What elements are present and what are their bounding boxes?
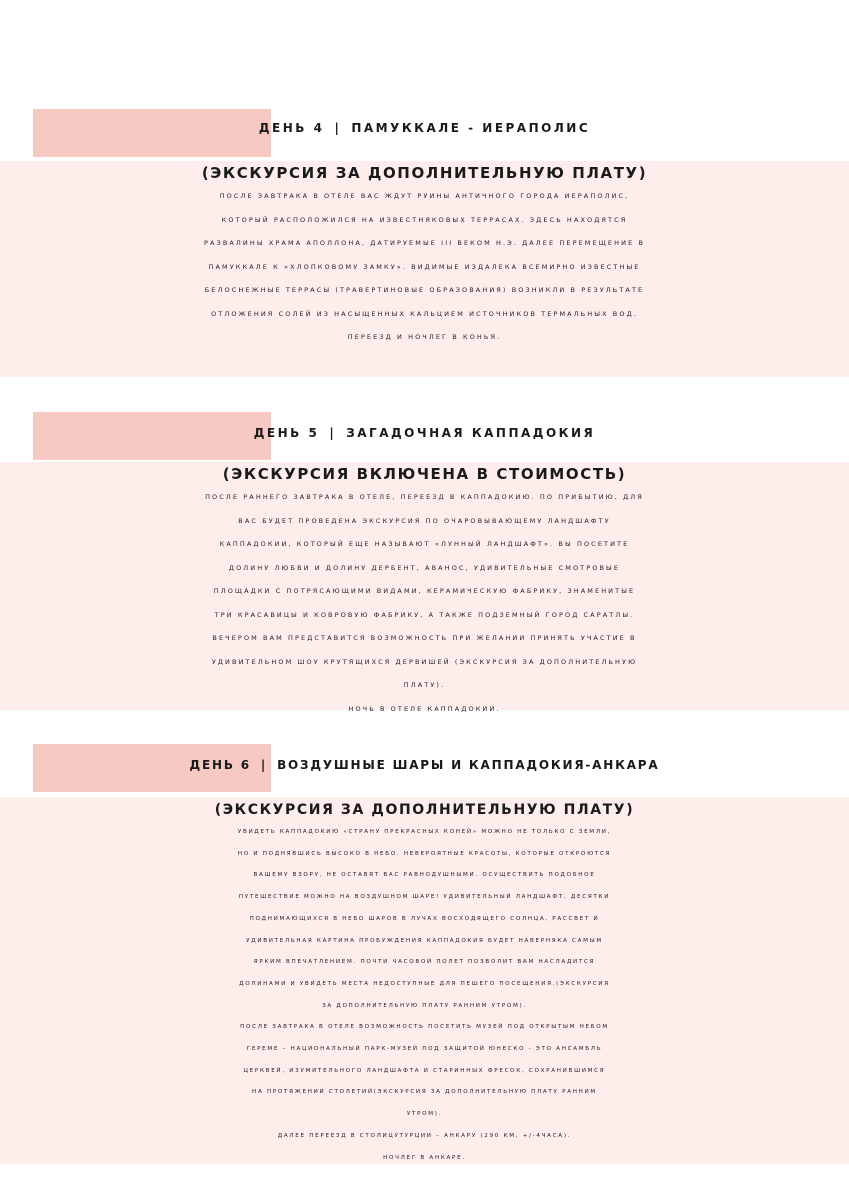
description-line: НОЧЬ В ОТЕЛЕ КАППАДОКИИ. xyxy=(348,704,501,713)
title-separator: | xyxy=(334,121,342,135)
description-line: ПОСЛЕ РАННЕГО ЗАВТРАКА В ОТЕЛЕ, ПЕРЕЕЗД В КАППАДОКИЮ. ПО ПРИБЫТИЮ, ДЛЯ xyxy=(205,493,644,501)
day-title xyxy=(0,121,849,135)
day-title xyxy=(0,758,849,772)
description-line: ТРИ КРАСАВИЦЫ И КОВРОВУЮ ФАБРИКУ, А ТАКЖЕ ПОДЗЕМНЫЙ ГОРОД САРАТЛЫ. xyxy=(214,610,635,619)
description-line: ПЛАТУ). xyxy=(403,681,446,689)
description-line: ДОЛИНУ ЛЮБВИ И ДОЛИНУ ДЕРБЕНТ, АВАНОС, УДИВИТЕЛЬНЫЕ СМОТРОВЫЕ xyxy=(228,563,621,572)
description-line: ЯРКИМ ВПЕЧАТЛЕНИЕМ. ПОЧТИ ЧАСОВОЙ ПОЛЕТ ПОЗВОЛИТ ВАМ НАСЛАДИТСЯ xyxy=(253,959,596,966)
description-line: ПЕРЕЕЗД И НОЧЛЕГ В КОНЬЯ. xyxy=(347,333,502,341)
description-line: ДОЛИНАМИ И УВИДЕТЬ МЕСТА НЕДОСТУПНЫЕ ДЛЯ ПЕШЕГО ПОСЕЩЕНИЯ.(ЭКСКУРСИЯ xyxy=(239,980,610,987)
description-line: НО И ПОДНЯВШИСЬ ВЫСОКО В НЕБО. НЕВЕРОЯТНЫЕ КРАСОТЫ, КОТОРЫЕ ОТКРОЮТСЯ xyxy=(237,850,612,857)
day-label: ДЕНЬ 4 xyxy=(258,121,325,135)
description-line: УТРОМ). xyxy=(406,1111,443,1118)
description-line: УДИВИТЕЛЬНАЯ КАРТИНА ПРОБУЖДЕНИЯ КАППАДОКИЯ БУДЕТ НАВЕРНЯКА САМЫМ xyxy=(246,937,603,944)
excursion-note: (ЭКСКУРСИЯ ЗА ДОПОЛНИТЕЛЬНУЮ ПЛАТУ) xyxy=(214,802,635,818)
title-separator: | xyxy=(329,426,337,440)
description-line: ЦЕРКВЕЙ, ИЗУМИТЕЛЬНОГО ЛАНДШАФТА И СТАРИННЫХ ФРЕСОК, СОХРАНИВШИМСЯ xyxy=(243,1067,606,1074)
day-label: ДЕНЬ 5 xyxy=(253,426,320,440)
description-line: НА ПРОТЯЖЕНИИ СТОЛЕТИЙ(ЭКСКУРСИЯ ЗА ДОПОЛНИТЕЛЬНУЮ ПЛАТУ РАННИМ xyxy=(252,1089,597,1096)
description-line: РАЗВАЛИНЫ ХРАМА АПОЛЛОНА, ДАТИРУЕМЫЕ III ВЕКОМ Н.Э. ДАЛЕЕ ПЕРЕМЕЩЕНИЕ В xyxy=(203,239,646,247)
description-line: КОТОРЫЙ РАСПОЛОЖИЛСЯ НА ИЗВЕСТНЯКОВЫХ ТЕРРАСАХ. ЗДЕСЬ НАХОДЯТСЯ xyxy=(221,215,628,224)
day-description xyxy=(0,162,849,350)
excursion-note: (ЭКСКУРСИЯ ЗА ДОПОЛНИТЕЛЬНУЮ ПЛАТУ) xyxy=(201,164,648,182)
description-line: ГЕРЕМЕ – НАЦИОНАЛЬНЫЙ ПАРК-МУЗЕЙ ПОД ЗАЩИТОЙ ЮНЕСКО - ЭТО АНСАМБЛЬ xyxy=(246,1046,603,1053)
description-line: ПОСЛЕ ЗАВТРАКА В ОТЕЛЕ ВАС ЖДУТ РУИНЫ АНТИЧНОГО ГОРОДА ИЕРАПОЛИС, xyxy=(219,192,630,200)
day-description xyxy=(0,799,849,1169)
description-line: КАППАДОКИИ, КОТОРЫЙ ЕЩЕ НАЗЫВАЮТ «ЛУННЫЙ ЛАНДШАФТ». ВЫ ПОСЕТИТЕ xyxy=(219,540,630,548)
description-line: ВЕЧЕРОМ ВАМ ПРЕДСТАВИТСЯ ВОЗМОЖНОСТЬ ПРИ ЖЕЛАНИИ ПРИНЯТЬ УЧАСТИЕ В xyxy=(212,634,637,642)
description-line: ЗА ДОПОЛНИТЕЛЬНУЮ ПЛАТУ РАННИМ УТРОМ). xyxy=(322,1002,527,1009)
day-heading: ЗАГАДОЧНАЯ КАППАДОКИЯ xyxy=(346,426,596,440)
description-line: НОЧЛЕГ В АНКАРЕ. xyxy=(383,1154,466,1161)
day-description xyxy=(0,463,849,721)
description-line: ПОСЛЕ ЗАВТРАКА В ОТЕЛЕ ВОЗМОЖНОСТЬ ПОСЕТИТЬ МУЗЕЙ ПОД ОТКРЫТЫМ НЕБОМ xyxy=(240,1024,609,1031)
day-heading: ПАМУККАЛЕ - ИЕРАПОЛИС xyxy=(351,121,591,135)
description-line: УВИДЕТЬ КАППАДОКИЮ «СТРАНУ ПРЕКРАСНЫХ КОНЕЙ» МОЖНО НЕ ТОЛЬКО С ЗЕМЛИ, xyxy=(237,829,612,835)
description-line: ПУТЕШЕСТВИЕ МОЖНО НА ВОЗДУШНОМ ШАРЕ! УДИВИТЕЛЬНЫЙ ЛАНДШАФТ, ДЕСЯТКИ xyxy=(238,894,611,901)
day-heading: ВОЗДУШНЫЕ ШАРЫ И КАППАДОКИЯ-АНКАРА xyxy=(277,758,660,772)
description-line: ПОДНИМАЮЩИХСЯ В НЕБО ШАРОВ В ЛУЧАХ ВОСХОДЯЩЕГО СОЛНЦА, РАССВЕТ И xyxy=(249,915,600,922)
description-line: ДАЛЕЕ ПЕРЕЕЗД В СТОЛИЦУТУРЦИИ – АНКАРУ (290 КМ, +/-4ЧАСА). xyxy=(277,1132,572,1139)
description-line: УДИВИТЕЛЬНОМ ШОУ КРУТЯЩИХСЯ ДЕРВИШЕЙ (ЭКСКУРСИЯ ЗА ДОПОЛНИТЕЛЬНУЮ xyxy=(211,657,638,666)
description-line: ВАШЕМУ ВЗОРУ, НЕ ОСТАВЯТ ВАС РАВНОДУШНЫМИ. ОСУЩЕСТВИТЬ ПОДОБНОЕ xyxy=(253,872,596,879)
day-label: ДЕНЬ 6 xyxy=(189,758,251,772)
day-title xyxy=(0,426,849,440)
title-separator: | xyxy=(260,758,268,772)
description-line: ВАС БУДЕТ ПРОВЕДЕНА ЭКСКУРСИЯ ПО ОЧАРОВЫВАЮЩЕМУ ЛАНДШАФТУ xyxy=(238,516,611,525)
excursion-note: (ЭКСКУРСИЯ ВКЛЮЧЕНА В СТОИМОСТЬ) xyxy=(222,465,627,483)
description-line: ПЛОЩАДКИ С ПОТРЯСАЮЩИМИ ВИДАМИ, КЕРАМИЧЕСКУЮ ФАБРИКУ, ЗНАМЕНИТЫЕ xyxy=(213,587,636,595)
description-line: ПАМУККАЛЕ К «ХЛОПКОВОМУ ЗАМКУ». ВИДИМЫЕ ИЗДАЛЕКА ВСЕМИРНО ИЗВЕСТНЫЕ xyxy=(208,262,641,271)
description-line: ОТЛОЖЕНИЯ СОЛЕЙ ИЗ НАСЫЩЕННЫХ КАЛЬЦИЕМ ИСТОЧНИКОВ ТЕРМАЛЬНЫХ ВОД. xyxy=(211,309,638,318)
description-line: БЕЛОСНЕЖНЫЕ ТЕРРАСЫ (ТРАВЕРТИНОВЫЕ ОБРАЗОВАНИЯ) ВОЗНИКЛИ В РЕЗУЛЬТАТЕ xyxy=(204,286,645,294)
